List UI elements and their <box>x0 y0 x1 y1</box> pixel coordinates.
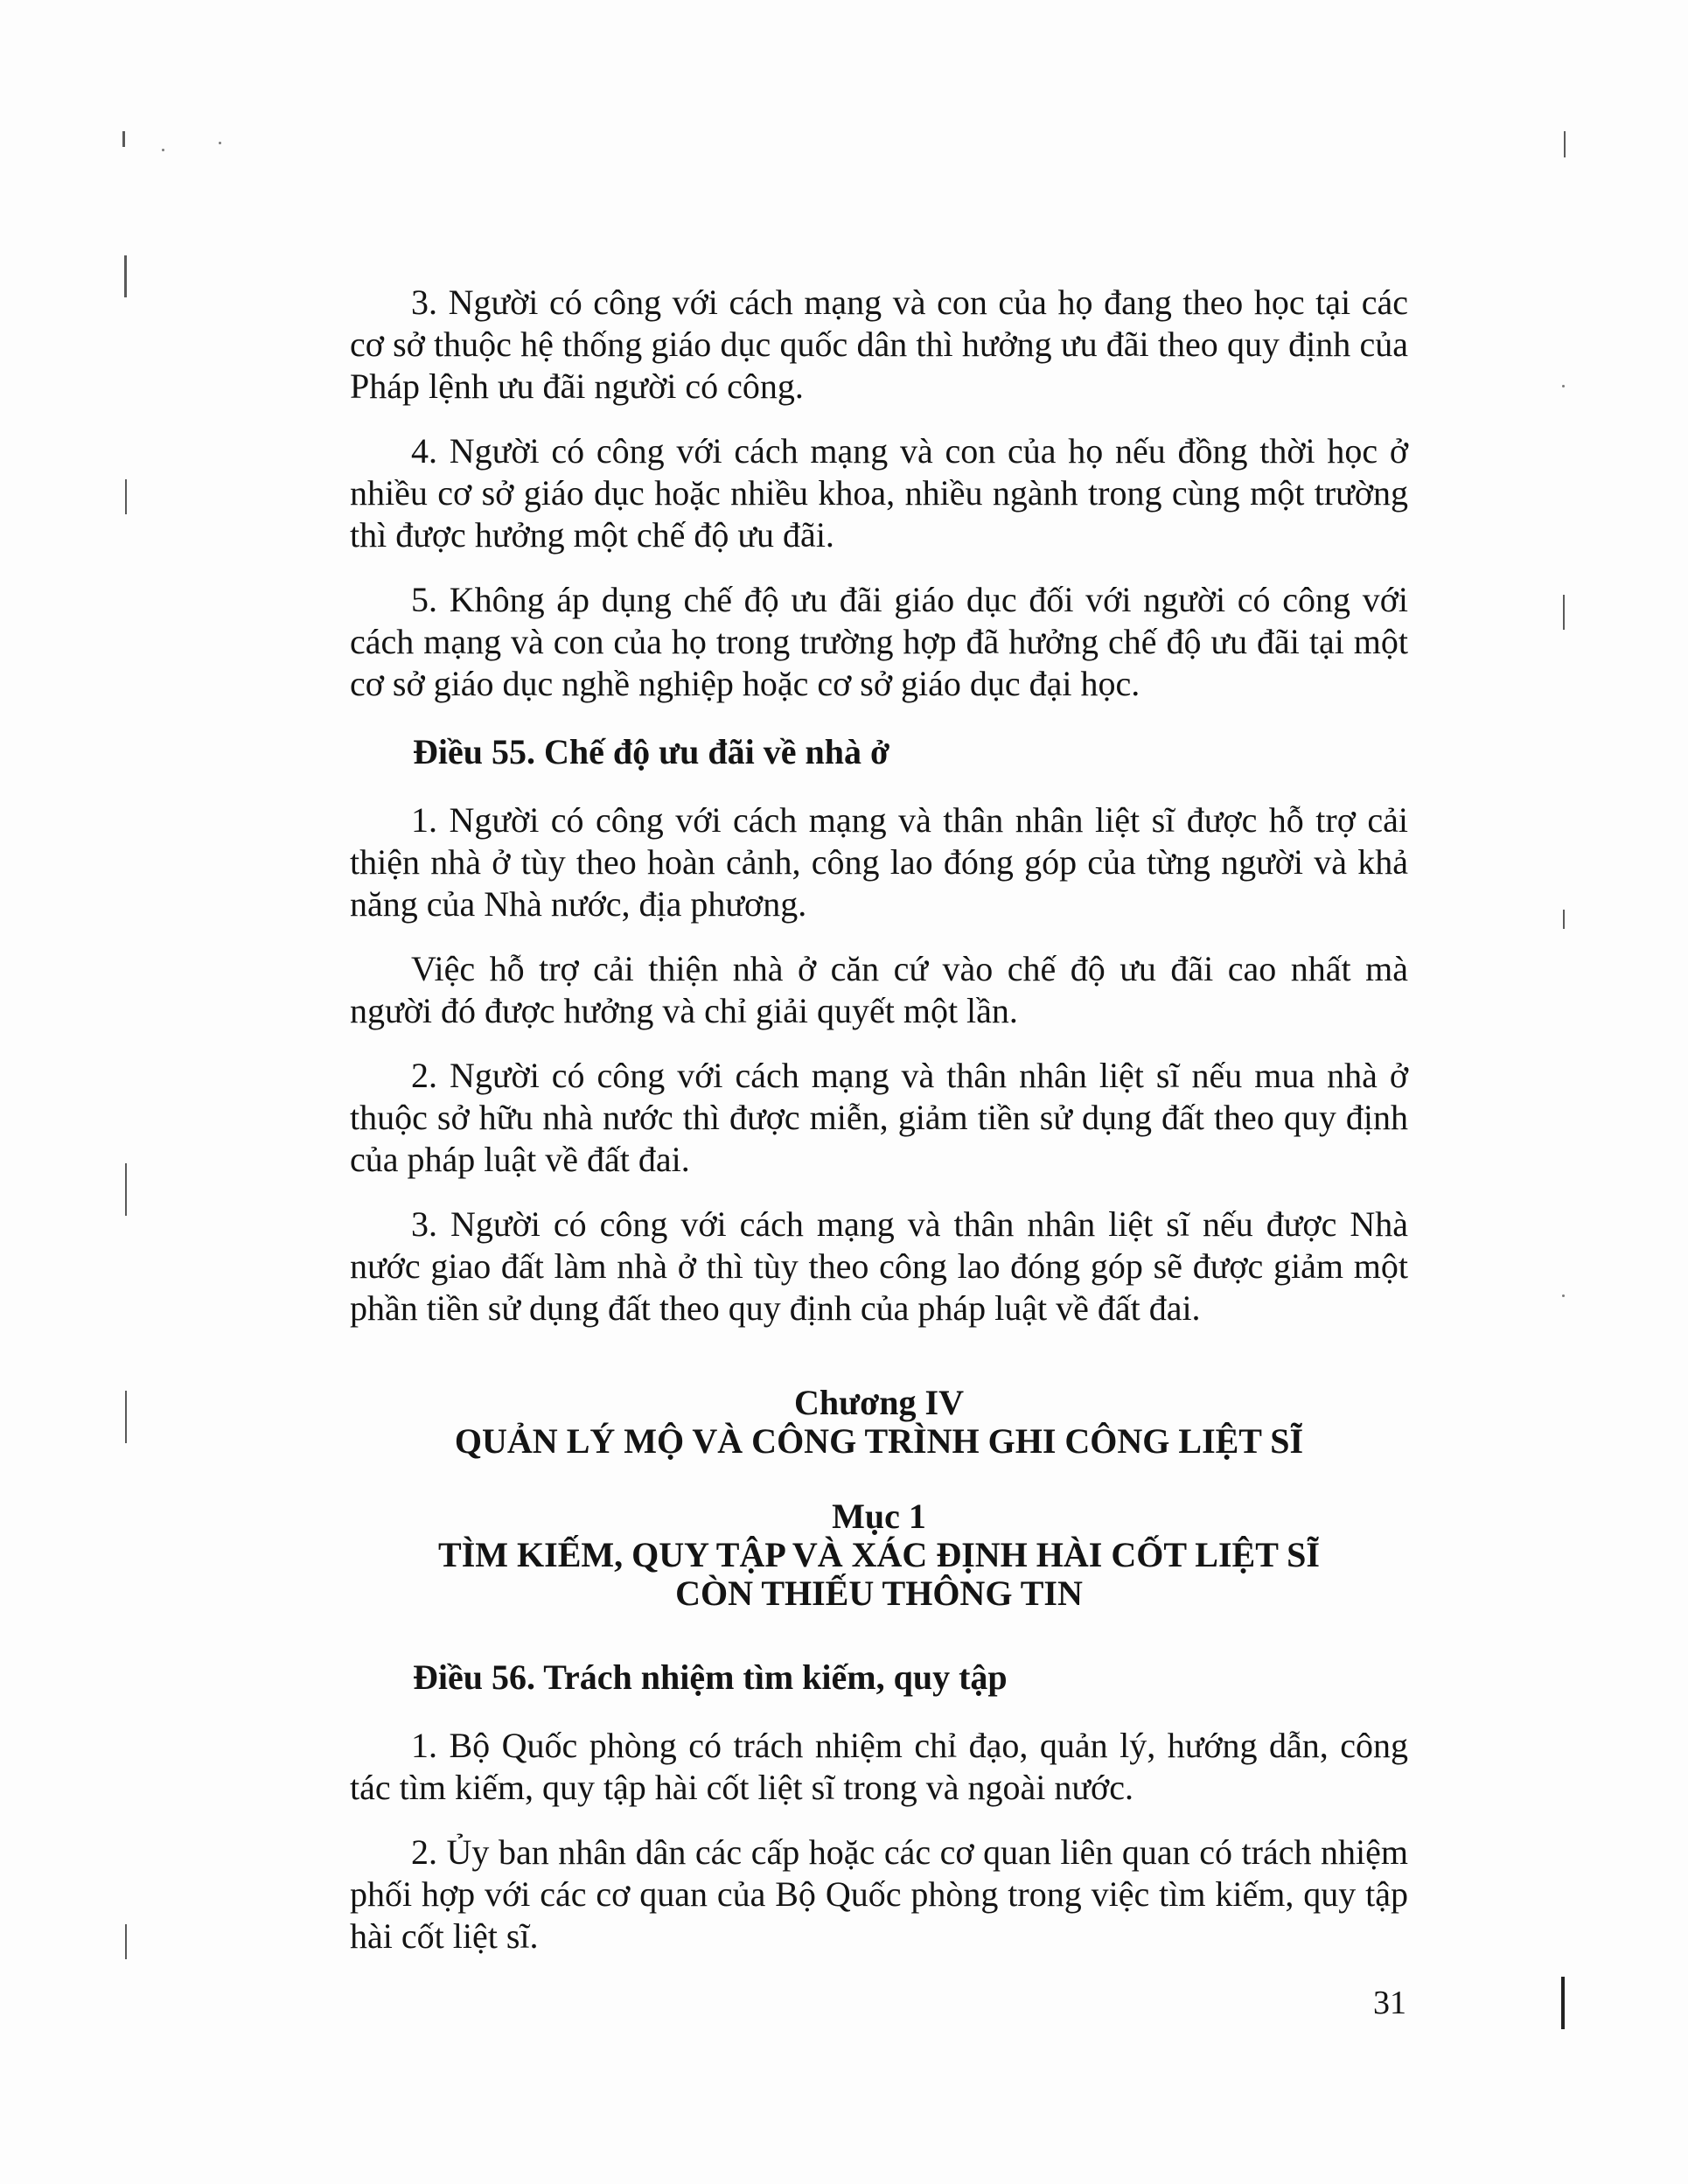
article-55-paragraph-3: 3. Người có công với cách mạng và thân nhân liệt sĩ nếu được Nhà nước giao đất làm nhà ở thì tùy theo công lao đóng góp sẽ được giảm một phần tiền sử dụng đất theo quy định của pháp luật về đất đai. <box>350 1204 1408 1328</box>
article-55-heading: Điều 55. Chế độ ưu đãi về nhà ở <box>413 732 890 771</box>
paragraph-4: 4. Người có công với cách mạng và con của họ nếu đồng thời học ở nhiều cơ sở giáo dục hoặc nhiều khoa, nhiều ngành trong cùng một trường thì được hưởng một chế độ ưu đãi. <box>350 431 1408 555</box>
scan-mark <box>1563 910 1565 929</box>
document-body <box>350 282 1408 1957</box>
scan-mark <box>1563 595 1565 630</box>
scan-mark <box>219 142 221 144</box>
scan-mark <box>1562 385 1565 387</box>
chapter-title: QUẢN LÝ MỘ VÀ CÔNG TRÌNH GHI CÔNG LIỆT SĨ <box>454 1421 1304 1461</box>
paragraph-3: 3. Người có công với cách mạng và con của họ đang theo học tại các cơ sở thuộc hệ thống giáo dục quốc dân thì hưởng ưu đãi theo quy định của Pháp lệnh ưu đãi người có công. <box>350 283 1408 406</box>
scan-mark <box>124 255 127 297</box>
scan-mark <box>1561 1977 1565 2029</box>
chapter-label: Chương IV <box>794 1383 964 1422</box>
scan-mark <box>1564 131 1566 157</box>
article-55-paragraph-1b: Việc hỗ trợ cải thiện nhà ở căn cứ vào chế độ ưu đãi cao nhất mà người đó được hưởng và chỉ giải quyết một lần. <box>350 949 1408 1030</box>
scan-mark <box>122 131 125 147</box>
section-label: Mục 1 <box>832 1497 926 1536</box>
section-title-line-2: CÒN THIẾU THÔNG TIN <box>675 1573 1083 1613</box>
article-56-paragraph-1: 1. Bộ Quốc phòng có trách nhiệm chỉ đạo, quản lý, hướng dẫn, công tác tìm kiếm, quy tập hài cốt liệt sĩ trong và ngoài nước. <box>350 1726 1408 1807</box>
page-number: 31 <box>1373 1985 1406 2021</box>
scan-mark <box>162 149 164 151</box>
scan-mark <box>125 1391 127 1443</box>
paragraph-5: 5. Không áp dụng chế độ ưu đãi giáo dục đối với người có công với cách mạng và con của họ trong trường hợp đã hưởng chế độ ưu đãi tại một cơ sở giáo dục nghề nghiệp hoặc cơ sở giáo dục đại học. <box>350 580 1408 703</box>
article-55-paragraph-1: 1. Người có công với cách mạng và thân nhân liệt sĩ được hỗ trợ cải thiện nhà ở tùy theo hoàn cảnh, công lao đóng góp của từng người và khả năng của Nhà nước, địa phương. <box>350 800 1408 924</box>
article-56-heading: Điều 56. Trách nhiệm tìm kiếm, quy tập <box>413 1657 1008 1697</box>
article-55-paragraph-2: 2. Người có công với cách mạng và thân nhân liệt sĩ nếu mua nhà ở thuộc sở hữu nhà nước thì được miễn, giảm tiền sử dụng đất theo quy định của pháp luật về đất đai. <box>350 1056 1408 1179</box>
article-56-paragraph-2: 2. Ủy ban nhân dân các cấp hoặc các cơ quan liên quan có trách nhiệm phối hợp với các cơ quan của Bộ Quốc phòng trong việc tìm kiếm, quy tập hài cốt liệt sĩ. <box>350 1832 1408 1956</box>
section-title-line-1: TÌM KIẾM, QUY TẬP VÀ XÁC ĐỊNH HÀI CỐT LIỆT SĨ <box>438 1535 1320 1574</box>
scan-mark <box>125 1163 127 1216</box>
scan-mark <box>125 479 127 514</box>
scan-mark <box>1562 1294 1565 1297</box>
scan-mark <box>125 1924 127 1959</box>
